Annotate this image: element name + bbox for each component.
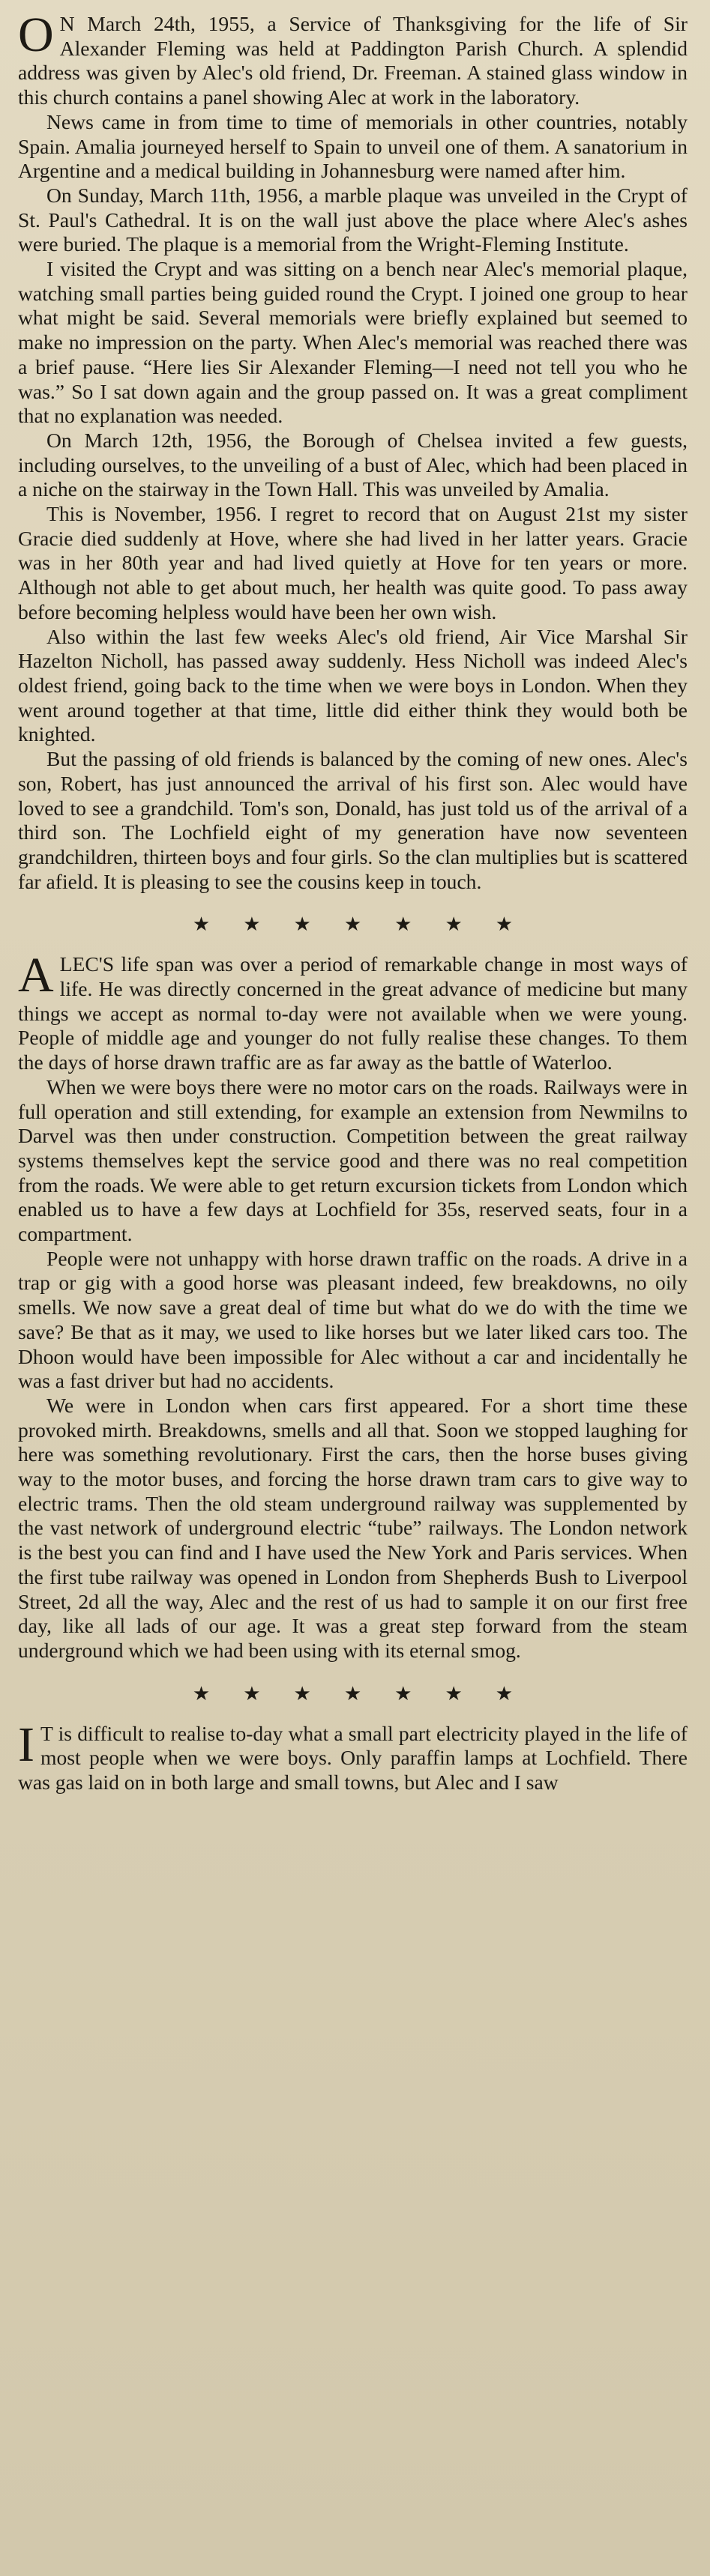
paragraph: On March 12th, 1956, the Borough of Chelsea invited a few guests, including ourselves, to the unveiling of a bust of Alec, which had been placed in a niche on the stairway in the Town Hall. This was unveiled by Amalia. — [18, 428, 688, 501]
paragraph: People were not unhappy with horse drawn traffic on the roads. A drive in a trap or gig with a good horse was pleasant indeed, few breakdowns, no oily smells. We now save a great deal of time but what do we do with the time we save? Be that as it may, we used to like horses but we later liked cars too. The Dhoon would have been impossible for Alec without a car and incidentally he was a fast driver but had no accidents. — [18, 1246, 688, 1393]
star-icon: ★ — [394, 1682, 412, 1705]
paragraph-text: LEC'S life span was over a period of remarkable change in most ways of life. He was directly concerned in the great advance of medicine but many things we accept as normal to-day were not available when we were young. People of middle age and younger do not fully realise these changes. To them the days of horse drawn traffic are as far away as the battle of Waterloo. — [18, 952, 688, 1074]
star-icon: ★ — [293, 1682, 311, 1705]
star-icon: ★ — [243, 913, 261, 936]
star-icon: ★ — [343, 1682, 362, 1705]
star-icon: ★ — [445, 913, 463, 936]
paragraph: Also within the last few weeks Alec's old friend, Air Vice Marshal Sir Hazelton Nicholl, has passed away suddenly. Hess Nicholl was indeed Alec's oldest friend, going back to the time when we were boys in London. When they went around together at that time, little did either think they would both be knighted. — [18, 624, 688, 746]
drop-cap: I — [18, 1717, 34, 1772]
star-icon: ★ — [394, 913, 412, 936]
paragraph — [18, 948, 688, 1075]
paragraph: When we were boys there were no motor cars on the roads. Railways were in full operation and still extending, for example an extension from Newmilns to Darvel was then under construction. Competition between the great railway systems themselves kept the service good and there was no real competition from the roads. We were able to get return excursion tickets from London which enabled us to have a few days at Lochfield for 35s, reserved seats, four in a compartment. — [18, 1074, 688, 1246]
paragraph-text: N March 24th, 1955, a Service of Thanksgiving for the life of Sir Alexander Fleming was held at Paddington Parish Church. A splendid address was given by Alec's old friend, Dr. Freeman. A stained glass window in this church contains a panel showing Alec at work in the laboratory. — [18, 12, 688, 109]
star-icon: ★ — [293, 913, 311, 936]
paragraph — [18, 7, 688, 110]
star-icon: ★ — [192, 913, 211, 936]
paragraph: We were in London when cars first appeared. For a short time these provoked mirth. Breakdowns, smells and all that. Soon we stopped laughing for here was something revolutionary. First the cars, then the horse buses giving way to the motor buses, and forcing the horse drawn tram cars to give way to electric trams. Then the old steam underground railway was supplemented by the vast network of underground electric “tube” railways. The London network is the best you can find and I have used the New York and Paris services. When the first tube railway was opened in London from Shepherds Bush to Liverpool Street, 2d all the way, Alec and the rest of us had to sample it on our first free day, like all lads of our age. It was a great step forward from the steam underground which we had been using with its eternal smog. — [18, 1393, 688, 1662]
star-icon: ★ — [343, 913, 362, 936]
star-divider — [18, 1683, 688, 1705]
star-icon: ★ — [192, 1682, 211, 1705]
section-change — [18, 948, 688, 1663]
section-memorials — [18, 7, 688, 894]
star-icon: ★ — [243, 1682, 261, 1705]
paragraph — [18, 1717, 688, 1795]
star-divider — [18, 913, 688, 936]
star-icon: ★ — [495, 1682, 514, 1705]
paragraph-text: T is difficult to realise to-day what a small part electricity played in the life of most people when we were boys. Only paraffin lamps at Lochfield. There was gas laid on in both large and small towns, but Alec and I saw — [18, 1721, 688, 1795]
drop-cap: O — [18, 7, 54, 62]
star-icon: ★ — [445, 1682, 463, 1705]
section-electricity — [18, 1717, 688, 1795]
paragraph: I visited the Crypt and was sitting on a bench near Alec's memorial plaque, watching small parties being guided round the Crypt. I joined one group to hear what might be said. Several memorials were briefly explained but seemed to make no impression on the party. When Alec's memorial was reached there was a brief pause. “Here lies Sir Alexander Fleming—I need not tell you who he was.” So I sat down again and the group passed on. It was a great compliment that no explanation was needed. — [18, 257, 688, 428]
star-icon: ★ — [495, 913, 514, 936]
paragraph: This is November, 1956. I regret to record that on August 21st my sister Gracie died suddenly at Hove, where she had lived in her latter years. Gracie was in her 80th year and had lived quietly at Hove for ten years or more. Although not able to get about much, her health was quite good. To pass away before becoming helpless would have been her own wish. — [18, 502, 688, 623]
paragraph: News came in from time to time of memorials in other countries, notably Spain. Amalia journeyed herself to Spain to unveil one of them. A sanatorium in Argentine and a medical building in Johannesburg were named after him. — [18, 109, 688, 183]
paragraph: On Sunday, March 11th, 1956, a marble plaque was unveiled in the Crypt of St. Paul's Cathedral. It is on the wall just above the place where Alec's ashes were buried. The plaque is a memorial from the Wright-Fleming Institute. — [18, 183, 688, 256]
paragraph: But the passing of old friends is balanced by the coming of new ones. Alec's son, Robert, has just announced the arrival of his first son. Alec would have loved to see a grandchild. Tom's son, Donald, has just told us of the arrival of a third son. The Lochfield eight of my generation have now seventeen grandchildren, thirteen boys and four girls. So the clan multiplies but is scattered far afield. It is pleasing to see the cousins keep in touch. — [18, 747, 688, 893]
drop-cap: A — [18, 948, 54, 1003]
